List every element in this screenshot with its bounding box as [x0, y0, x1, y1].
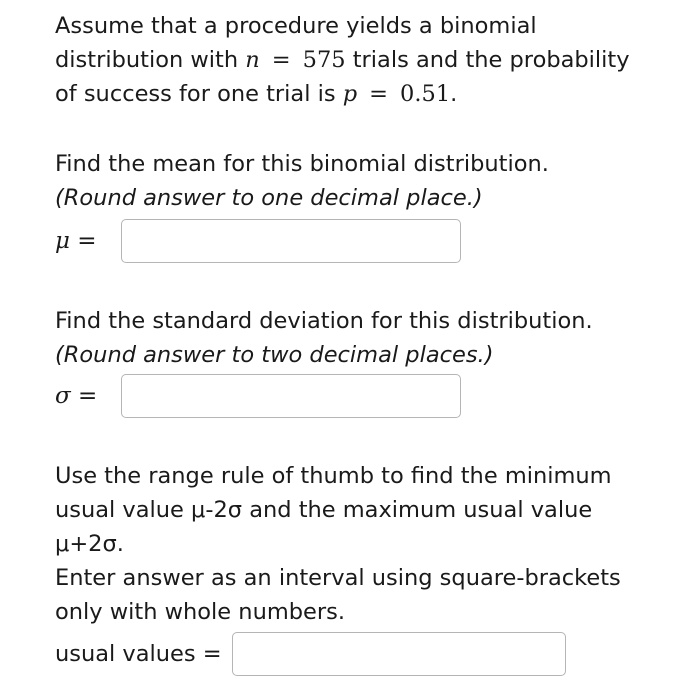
- mean-label: [55, 228, 121, 254]
- stddev-input[interactable]: [121, 374, 461, 418]
- problem-line-1: Assume that a procedure yields a binomial: [55, 13, 537, 39]
- usual-values-row: [55, 632, 566, 676]
- mean-input[interactable]: [121, 219, 461, 263]
- usual-values-label: usual values =: [55, 641, 222, 667]
- p-symbol: p: [342, 81, 358, 107]
- n-equals: =: [271, 47, 291, 73]
- n-value: 575: [302, 47, 346, 73]
- stddev-equals: =: [78, 383, 98, 409]
- problem-line-3: [55, 77, 630, 111]
- mean-answer-row: [55, 219, 461, 263]
- range-line-2: usual value μ-2σ and the maximum usual value: [55, 497, 593, 523]
- p-value: 0.51: [400, 81, 451, 107]
- sigma-symbol: σ: [55, 383, 71, 409]
- n-symbol: n: [245, 47, 260, 73]
- mu-symbol: μ: [55, 228, 70, 254]
- problem-line-3-tail: .: [450, 81, 458, 107]
- problem-line-2: [55, 43, 630, 77]
- range-question: [55, 459, 621, 629]
- problem-line-2-text: distribution with: [55, 47, 246, 73]
- stddev-prompt: Find the standard deviation for this distribution.: [55, 308, 593, 334]
- stddev-label: [55, 383, 121, 409]
- stddev-hint: (Round answer to two decimal places.): [55, 342, 494, 368]
- range-line-1: Use the range rule of thumb to find the minimum: [55, 463, 612, 489]
- stddev-question: [55, 304, 593, 372]
- range-line-4: Enter answer as an interval using square-brackets: [55, 565, 621, 591]
- mean-prompt: Find the mean for this binomial distribution.: [55, 151, 549, 177]
- problem-line-2-tail: trials and the probability: [345, 47, 630, 73]
- p-equals: =: [369, 81, 389, 107]
- problem-line-3-text: of success for one trial is: [55, 81, 343, 107]
- mean-question: [55, 147, 549, 215]
- problem-statement: [55, 9, 630, 111]
- mean-hint: (Round answer to one decimal place.): [55, 185, 483, 211]
- range-line-3: μ+2σ.: [55, 531, 124, 557]
- stddev-answer-row: [55, 374, 461, 418]
- range-line-5: only with whole numbers.: [55, 599, 345, 625]
- mean-equals: =: [77, 228, 97, 254]
- usual-values-input[interactable]: [232, 632, 566, 676]
